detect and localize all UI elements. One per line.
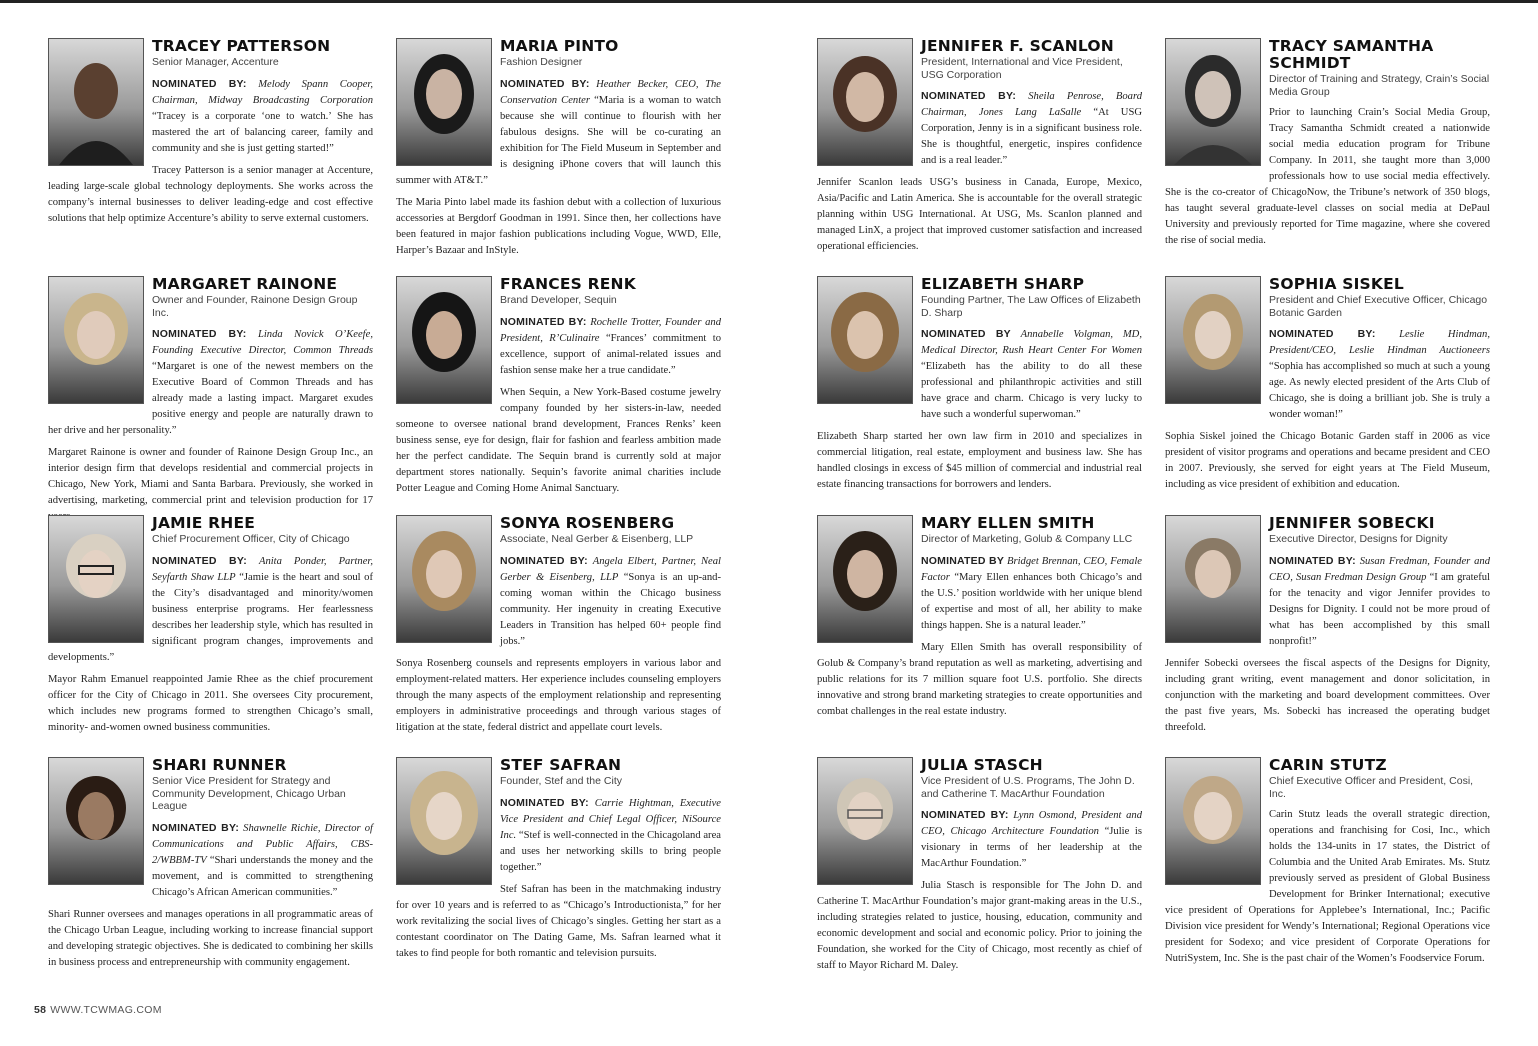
nominator: Annabelle Volgman, MD, Medical Director, Rush Heart Center For Women — [921, 329, 1142, 356]
profile-title: Owner and Founder, Rainone Design Group Inc. — [152, 294, 358, 319]
profile-bio: Elizabeth Sharp started her own law firm in 2010 and specializes in commercial litigation, real estate, employment and business law. She has handled closings in excess of $45 million of commercial and industrial real estate financing transactions for borrowers and lenders. — [817, 431, 1142, 490]
nominator: Heather Becker, CEO, The Conservation Center — [500, 78, 721, 106]
profile-julia-stasch — [817, 757, 1142, 989]
nominator: Sheila Penrose, Board Chairman, Jones Lang LaSalle — [921, 91, 1142, 118]
profile-title: Senior Manager, Accenture — [152, 56, 279, 68]
portrait-photo — [48, 38, 144, 166]
nominator: Shawnelle Richie, Director of Communications and Public Affairs, CBS-2/WBBM-TV — [152, 822, 373, 866]
profile-bio: Shari Runner oversees and manages operations in all programmatic areas of the Chicago Urban League, including working to increase financial support and developing strategic objectives. She is dedicated to combining her skills in business process and entrepreneurship with community engagement. — [48, 908, 373, 968]
profile-name: SOPHIA SISKEL — [1269, 275, 1405, 293]
profile-name: CARIN STUTZ — [1269, 756, 1387, 774]
profile-name: STEF SAFRAN — [500, 756, 622, 774]
nominated-label: NOMINATED BY: — [152, 554, 247, 567]
portrait-photo — [817, 757, 913, 885]
nominator: Linda Novick O’Keefe, Founding Executive Director, Common Threads — [152, 329, 373, 356]
portrait-photo — [1165, 276, 1261, 404]
profile-title: Founder, Stef and the City — [500, 775, 622, 787]
nomination-quote: “Shari understands the money and the movement, and is committed to strengthening Chicago’s African American communities.” — [152, 854, 373, 898]
profile-name: JENNIFER F. SCANLON — [921, 37, 1114, 55]
nominated-label: NOMINATED BY: — [152, 328, 247, 340]
nominated-label: NOMINATED BY: — [152, 77, 247, 90]
profile-jennifer-scanlon — [817, 38, 1142, 270]
portrait-photo — [817, 38, 913, 166]
profile-title: Brand Developer, Sequin — [500, 294, 617, 306]
portrait-photo — [396, 757, 492, 885]
nomination-quote: “Julie is visionary in terms of her leadership at the MacArthur Foundation.” — [921, 826, 1142, 869]
profile-title: President, International and Vice President, USG Corporation — [921, 56, 1123, 81]
profile-name: SONYA ROSENBERG — [500, 514, 675, 532]
profile-bio: Margaret Rainone is owner and founder of Rainone Design Group Inc., an interior design firm that develops residential and commercial projects in Chicago, New York, Miami and Santa Barbara. Previously, she worked in advertising, marketing, commercial print and television production for 17 — [48, 447, 373, 506]
profile-title: Director of Training and Strategy, Crain’s Social Media Group — [1269, 73, 1490, 98]
nominated-label: NOMINATED BY: — [1269, 554, 1356, 567]
portrait-photo — [396, 515, 492, 643]
nominator: Angela Elbert, Partner, Neal Gerber & Eisenberg, LLP — [500, 555, 721, 583]
profile-bio: When Sequin, a New York-Based costume jewelry company founded by her sisters-in-law, needed someone to oversee national brand development, Frances Renks’ keen business sense, eye for design, flair for fashion and fearless ambition made her the perfect candidate. The Sequin brand is currently sold at major department stores nationally. Sequin’s favorite animal charities include Potter League and Coming Home Animal Sanctuary. — [396, 386, 721, 494]
portrait-photo — [396, 276, 492, 404]
nomination-quote: “Sophia has accomplished so much at such a young age. As newly elected president of the Arts Club of Chicago, she is doing a brilliant job. She is truly a wonder woman!” — [1269, 361, 1490, 420]
nominator: Carrie Hightman, Executive Vice President and Chief Legal Officer, NiSource Inc. — [500, 797, 721, 841]
profile-tracy-schmidt — [1165, 38, 1490, 270]
profile-name: MARGARET RAINONE — [152, 275, 338, 293]
nominator: Melody Spann Cooper, Chairman, Midway Broadcasting Corporation — [152, 78, 373, 106]
profile-name: JENNIFER SOBECKI — [1269, 514, 1435, 532]
nomination-quote: “Sonya is an up-and-coming woman within the Chicago business community. Her ingenuity in creating Executive Leaders in Transition has helped 60+ people find jobs.” — [500, 571, 721, 647]
portrait-photo — [396, 38, 492, 166]
profile-jennifer-sobecki — [1165, 515, 1490, 747]
profile-bio: Prior to launching Crain’s Social Media Group, Tracy Samantha Schmidt created a nationwide social media education program for Tribune Company. In 2011, she taught more than 3,000 professionals how to use social media effectively. She is the co-creator of ChicagoNow, the Tribune’s network of 350 blogs, has taught several graduate-level classes on social media at DePaul University and previously reported for Time magazine, where she covered the rise of social media. — [1165, 107, 1490, 246]
nominated-label: NOMINATED BY: — [921, 90, 1017, 102]
profile-mary-ellen-smith — [817, 515, 1142, 747]
profile-name: TRACY SAMANTHA SCHMIDT — [1269, 37, 1434, 72]
nomination-quote: “Elizabeth has the ability to do all these professional and philanthropic activities and still have grace and charm. Chicago is very lucky to have such a wonderful superwoman.” — [921, 361, 1142, 420]
profile-name: JULIA STASCH — [921, 756, 1043, 774]
nominator: Rochelle Trotter, Founder and President, R’Culinaire — [500, 316, 722, 344]
portrait-photo — [817, 276, 913, 404]
profile-bio: Julia Stasch is responsible for The John D. and Catherine T. MacArthur Foundation’s major grant-making areas in the U.S., including strategies related to justice, housing, education, community and economic development and social and economic policy. Prior to joining the Foundation, she worked for the City of Chicago, most recently as chief of staff to Mayor Richard M. Daley. — [817, 880, 1142, 971]
portrait-photo — [1165, 38, 1261, 166]
profile-bio: Jennifer Scanlon leads USG’s business in Canada, Europe, Mexico, Asia/Pacific and Latin America. She is accountable for the overall strategic planning within USG International. At USG, Ms. Scanlon planned and managed LinX, a project that improved customer satisfaction and increased operational efficiencies. — [817, 177, 1142, 252]
site-url: WWW.TCWMAG.COM — [50, 1004, 162, 1016]
profile-name: SHARI RUNNER — [152, 756, 287, 774]
nomination-quote: “Margaret is one of the newest members on the Executive Board of Common Threads and has already made a lasting impact. Margaret exudes positive energy and people are naturally drawn to her drive and her personality.” — [48, 361, 373, 436]
portrait-photo — [48, 515, 144, 643]
nomination-quote: “Maria is a woman to watch because she will continue to flourish with her fabulous designs. She will be co-curating an exhibition for The Field Museum in September and is designing iPhone covers that will launch this summer with AT&T.” — [396, 94, 722, 186]
profile-name: MARY ELLEN SMITH — [921, 514, 1095, 532]
nominated-label: NOMINATED BY: — [500, 554, 588, 567]
profile-margaret-rainone — [48, 276, 373, 508]
nominated-label: NOMINATED BY: — [500, 77, 590, 90]
nominator: Leslie Hindman, President/CEO, Leslie Hindman Auctioneers — [1269, 329, 1490, 356]
profile-elizabeth-sharp — [817, 276, 1142, 508]
profile-bio: Sonya Rosenberg counsels and represents employers in various labor and employment-related matters. Her experience includes counseling employers through the many aspects of the employment relationship and representing employers in administrative proceedings and through various stages of litigation at the state, federal district and appellate court levels. — [396, 657, 721, 733]
profile-bio: Carin Stutz leads the overall strategic direction, operations and franchising for Cosi, Inc., which holds the 134-units in 17 states, the District of Columbia and the United Arab Emirates. Ms. Stutz previously served as president of Global Business Development for Brinker International; executive vice president of Operations for Applebee’s International, Inc.; Pacific Division vice president for Wendy’s International; Regional Operations vice president for Sodexo; and vice president of Corporate Operations for NutriSystem, Inc. She is the past chair of the Women’s Foodservice Forum. — [1165, 809, 1490, 964]
profile-name: MARIA PINTO — [500, 37, 619, 55]
profile-name: TRACEY PATTERSON — [152, 37, 331, 55]
profile-bio: Tracey Patterson is a senior manager at Accenture, leading large-scale global technology deployments. She works across the company’s internal businesses to deliver leading-edge and cost effective solutions that help optimize Accenture’s ability to serve external customers. — [48, 164, 373, 224]
nominated-label: NOMINATED BY — [921, 328, 1011, 340]
top-rule — [0, 0, 1538, 3]
profile-sophia-siskel — [1165, 276, 1490, 508]
nominated-label: NOMINATED BY — [921, 554, 1005, 567]
profile-shari-runner — [48, 757, 373, 989]
portrait-photo — [817, 515, 913, 643]
profile-title: Director of Marketing, Golub & Company LLC — [921, 533, 1133, 545]
nominator: Susan Fredman, Founder and CEO, Susan Fredman Design Group — [1269, 555, 1490, 583]
nomination-quote: “Tracey is a corporate ‘one to watch.’ She has mastered the art of balancing career, family and community and she is just getting started!” — [152, 110, 373, 154]
portrait-photo — [48, 276, 144, 404]
profile-bio: Jennifer Sobecki oversees the fiscal aspects of the Designs for Dignity, including grant writing, event management and donor solicitation, in conjunction with the marketing and board development committees. Over the past five years, Ms. Sobecki has increased the operating budget threefold. — [1165, 657, 1490, 733]
nominated-label: NOMINATED BY: — [152, 821, 240, 834]
profile-title: Fashion Designer — [500, 56, 583, 68]
profile-bio: The Maria Pinto label made its fashion debut with a collection of luxurious accessories at Bergdorf Goodman in 1991. Since then, her collections have been featured in major fashion publications including Vogue, WWD, Elle, Harper’s Bazaar and InStyle. — [396, 196, 721, 256]
profile-maria-pinto — [396, 38, 721, 270]
nomination-quote: “At USG Corporation, Jenny is in a significant business role. She is thoughtful, energetic, inspires confidence and is a real leader.” — [921, 107, 1142, 166]
profile-title: Associate, Neal Gerber & Eisenberg, LLP — [500, 533, 694, 545]
profile-name: ELIZABETH SHARP — [921, 275, 1085, 293]
profile-title: Senior Vice President for Strategy and Community Development, Chicago Urban League — [152, 775, 346, 812]
profile-name: JAMIE RHEE — [152, 514, 256, 532]
profile-title: Chief Executive Officer and President, Cosi, Inc. — [1269, 775, 1474, 800]
profile-tracey-patterson — [48, 38, 373, 270]
profile-bio: Mayor Rahm Emanuel reappointed Jamie Rhee as the chief procurement officer for the City of Chicago in 2011. She oversees City procurement, which includes new programs formed to strengthen Chicago’s small, minority- and-women owned business communities. — [48, 673, 373, 733]
nominator: Lynn Osmond, President and CEO, Chicago Architecture Foundation — [921, 810, 1142, 837]
profile-bio: Mary Ellen Smith has overall responsibility of Golub & Company’s brand reputation as well as marketing, advertising and public relations for its 7 million square foot U.S. portfolio. She directs innovative and strong brand marketing strategies to create opportunities and combat challenges in the real estate industry. — [817, 641, 1142, 717]
portrait-photo — [48, 757, 144, 885]
profile-stef-safran — [396, 757, 721, 989]
profile-title: Executive Director, Designs for Dignity — [1269, 533, 1448, 545]
profile-title: Founding Partner, The Law Offices of Elizabeth D. Sharp — [921, 294, 1141, 319]
nominator: Bridget Brennan, CEO, Female Factor — [921, 555, 1142, 583]
nomination-quote: “Frances’ commitment to excellence, support of animal-related issues and fashion sense make her a true candidate.” — [500, 332, 721, 376]
portrait-photo — [1165, 757, 1261, 885]
nominated-label: NOMINATED BY: — [500, 315, 587, 328]
nomination-quote: “Mary Ellen enhances both Chicago’s and the U.S.’ position worldwide with her unique blend of expertise and most of all, her ability to make things happen. She is a natural leader.” — [921, 571, 1142, 631]
profile-frances-renk — [396, 276, 721, 508]
portrait-photo — [1165, 515, 1261, 643]
nominated-label: NOMINATED BY: — [1269, 328, 1376, 340]
page-number: 58 — [34, 1004, 47, 1016]
page-footer — [34, 1004, 162, 1016]
nomination-quote: “I am grateful for the tenacity and vigor Jennifer provides to Designs for Dignity. I could not be more proud of what has been accomplished by this small nonprofit!” — [1269, 571, 1491, 647]
profile-title: President and Chief Executive Officer, Chicago Botanic Garden — [1269, 294, 1488, 319]
profile-bio: Sophia Siskel joined the Chicago Botanic Garden staff in 2006 as vice president of visitor programs and operations and became president and CEO in 2007. Previously, she served for eight years at The Field Museum, including as vice president of exhibition and education. — [1165, 431, 1490, 490]
nominator: Anita Ponder, Partner, Seyfarth Shaw LLP — [152, 555, 373, 583]
profile-title: Vice President of U.S. Programs, The John D. and Catherine T. MacArthur Foundation — [921, 775, 1135, 800]
profile-title: Chief Procurement Officer, City of Chicago — [152, 533, 350, 545]
profile-jamie-rhee — [48, 515, 373, 747]
nominated-label: NOMINATED BY: — [500, 796, 589, 809]
nomination-quote: “Stef is well-connected in the Chicagoland area and uses her networking skills to bring people together.” — [500, 829, 721, 873]
nominated-label: NOMINATED BY: — [921, 809, 1009, 821]
nomination-quote: “Jamie is the heart and soul of the City’s disadvantaged and minority/women business enterprise programs. Her fearlessness describes her leadership style, which has resulted in significant program changes, improvements and developments.” — [48, 571, 374, 663]
profile-carin-stutz — [1165, 757, 1490, 989]
profile-name: FRANCES RENK — [500, 275, 636, 293]
profile-bio: Stef Safran has been in the matchmaking industry for over 10 years and is referred to as “Chicago’s Introductionista,” for her work revitalizing the social lives of Chicago’s singles. Getting her start as a contestant coordinator on The Dating Game, Ms. Safran learned what it takes to find people for both romantic and television pursuits. — [396, 883, 721, 959]
profile-sonya-rosenberg — [396, 515, 721, 747]
